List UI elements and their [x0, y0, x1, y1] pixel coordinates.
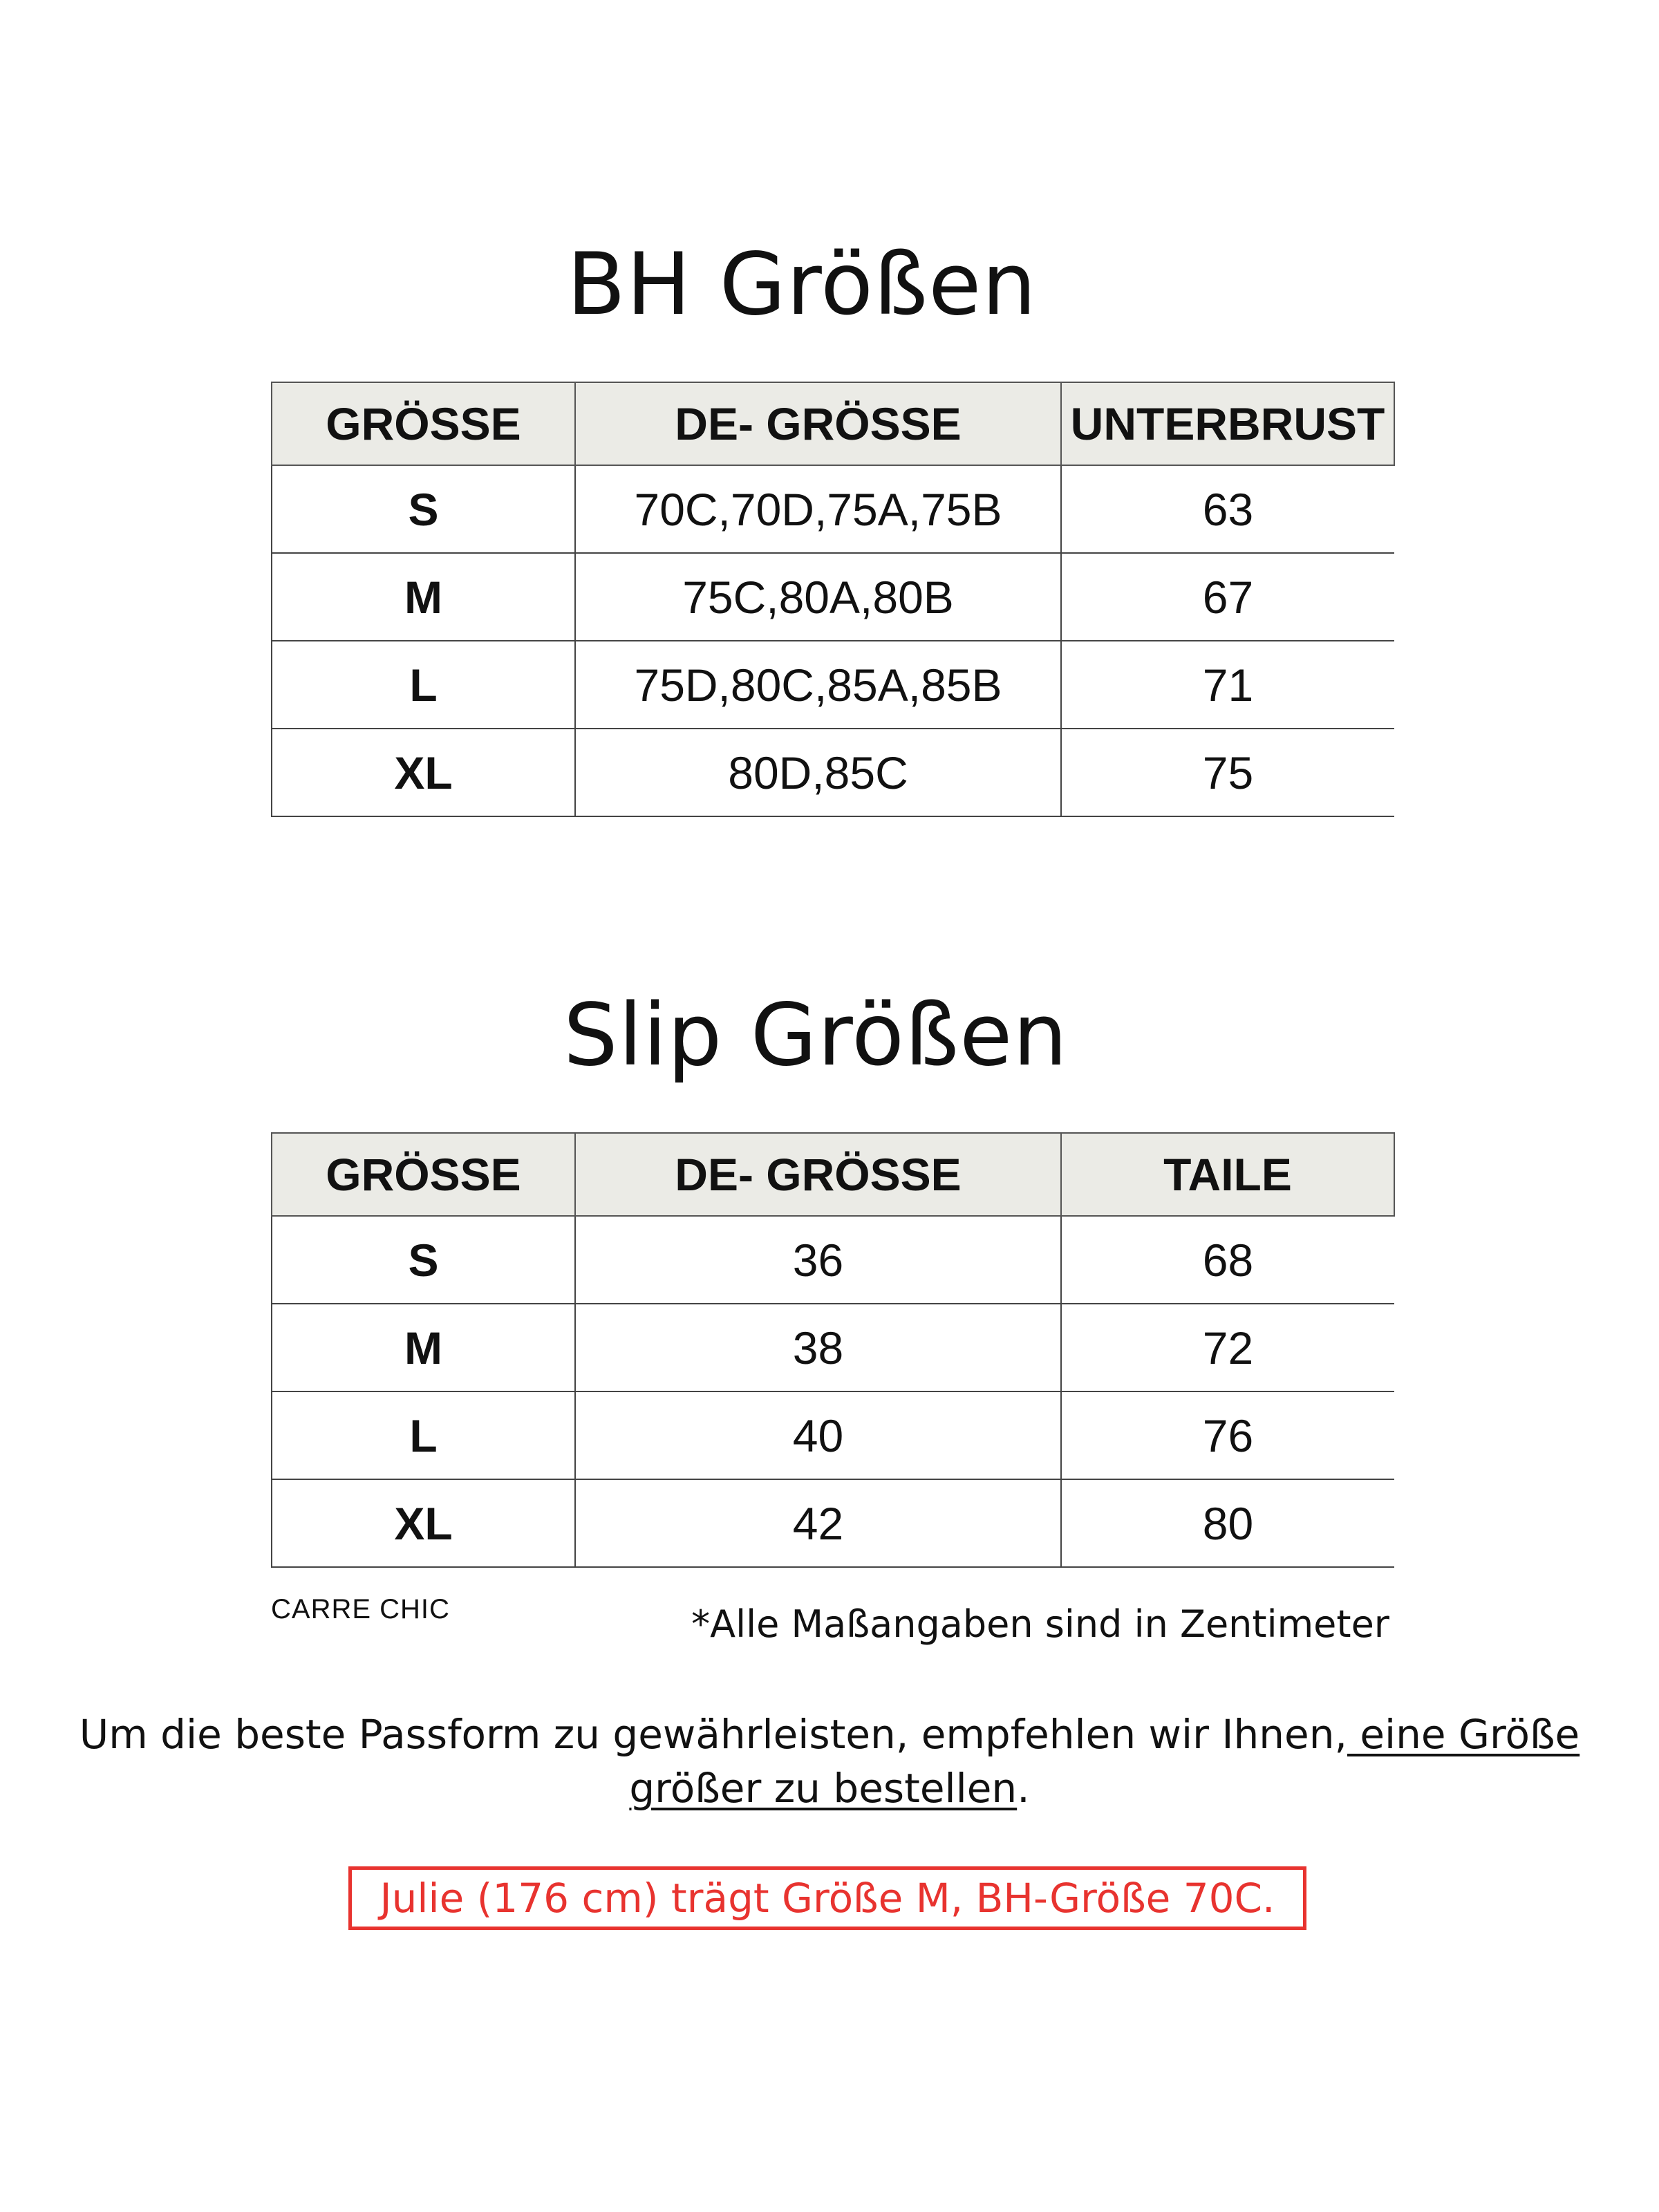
waist-cell: 72 [1061, 1304, 1394, 1391]
header-size: GRÖSSE [272, 382, 575, 465]
bh-size-table [271, 382, 1395, 817]
underbust-cell: 75 [1061, 729, 1394, 816]
de-size-cell: 40 [575, 1391, 1061, 1479]
size-cell: S [272, 465, 575, 553]
de-size-cell: 75D,80C,85A,85B [575, 641, 1061, 729]
de-size-cell: 75C,80A,80B [575, 553, 1061, 641]
table-row [272, 465, 1394, 553]
brand-label: CARRE CHIC [271, 1594, 450, 1624]
de-size-cell: 38 [575, 1304, 1061, 1391]
fit-advice-end: . [1017, 1765, 1030, 1812]
table-row [272, 641, 1394, 729]
fit-advice-text: Um die beste Passform zu gewährleisten, empfehlen wir Ihnen, [79, 1711, 1347, 1758]
fit-advice-emphasis: eine Größe größer zu bestellen [629, 1711, 1580, 1812]
table-row [272, 553, 1394, 641]
waist-cell: 80 [1061, 1479, 1394, 1567]
size-cell: XL [272, 1479, 575, 1567]
size-cell: L [272, 1391, 575, 1479]
de-size-cell: 70C,70D,75A,75B [575, 465, 1061, 553]
table-row [272, 1391, 1394, 1479]
underbust-cell: 63 [1061, 465, 1394, 553]
waist-cell: 68 [1061, 1216, 1394, 1304]
de-size-cell: 80D,85C [575, 729, 1061, 816]
fit-advice [28, 1707, 1631, 1815]
table-row [272, 1304, 1394, 1391]
size-cell: L [272, 641, 575, 729]
de-size-cell: 42 [575, 1479, 1061, 1567]
size-cell: M [272, 553, 575, 641]
header-waist: TAILE [1061, 1133, 1394, 1216]
header-de-size: DE- GRÖSSE [575, 1133, 1061, 1216]
size-cell: XL [272, 729, 575, 816]
table-row [272, 1479, 1394, 1567]
size-cell: S [272, 1216, 575, 1304]
header-underbust: UNTERBRUST [1061, 382, 1394, 465]
table-header-row [272, 382, 1394, 465]
waist-cell: 76 [1061, 1391, 1394, 1479]
bh-sizes-title: BH Größen [567, 235, 1037, 335]
de-size-cell: 36 [575, 1216, 1061, 1304]
header-de-size: DE- GRÖSSE [575, 382, 1061, 465]
underbust-cell: 71 [1061, 641, 1394, 729]
model-info-box: Julie (176 cm) trägt Größe M, BH-Größe 70C. [348, 1866, 1306, 1930]
slip-sizes-title: Slip Größen [563, 986, 1068, 1085]
table-header-row [272, 1133, 1394, 1216]
size-cell: M [272, 1304, 575, 1391]
slip-size-table [271, 1132, 1395, 1568]
table-row [272, 1216, 1394, 1304]
underbust-cell: 67 [1061, 553, 1394, 641]
measurement-note: *Alle Maßangaben sind in Zentimeter [691, 1602, 1389, 1646]
header-size: GRÖSSE [272, 1133, 575, 1216]
table-row [272, 729, 1394, 816]
